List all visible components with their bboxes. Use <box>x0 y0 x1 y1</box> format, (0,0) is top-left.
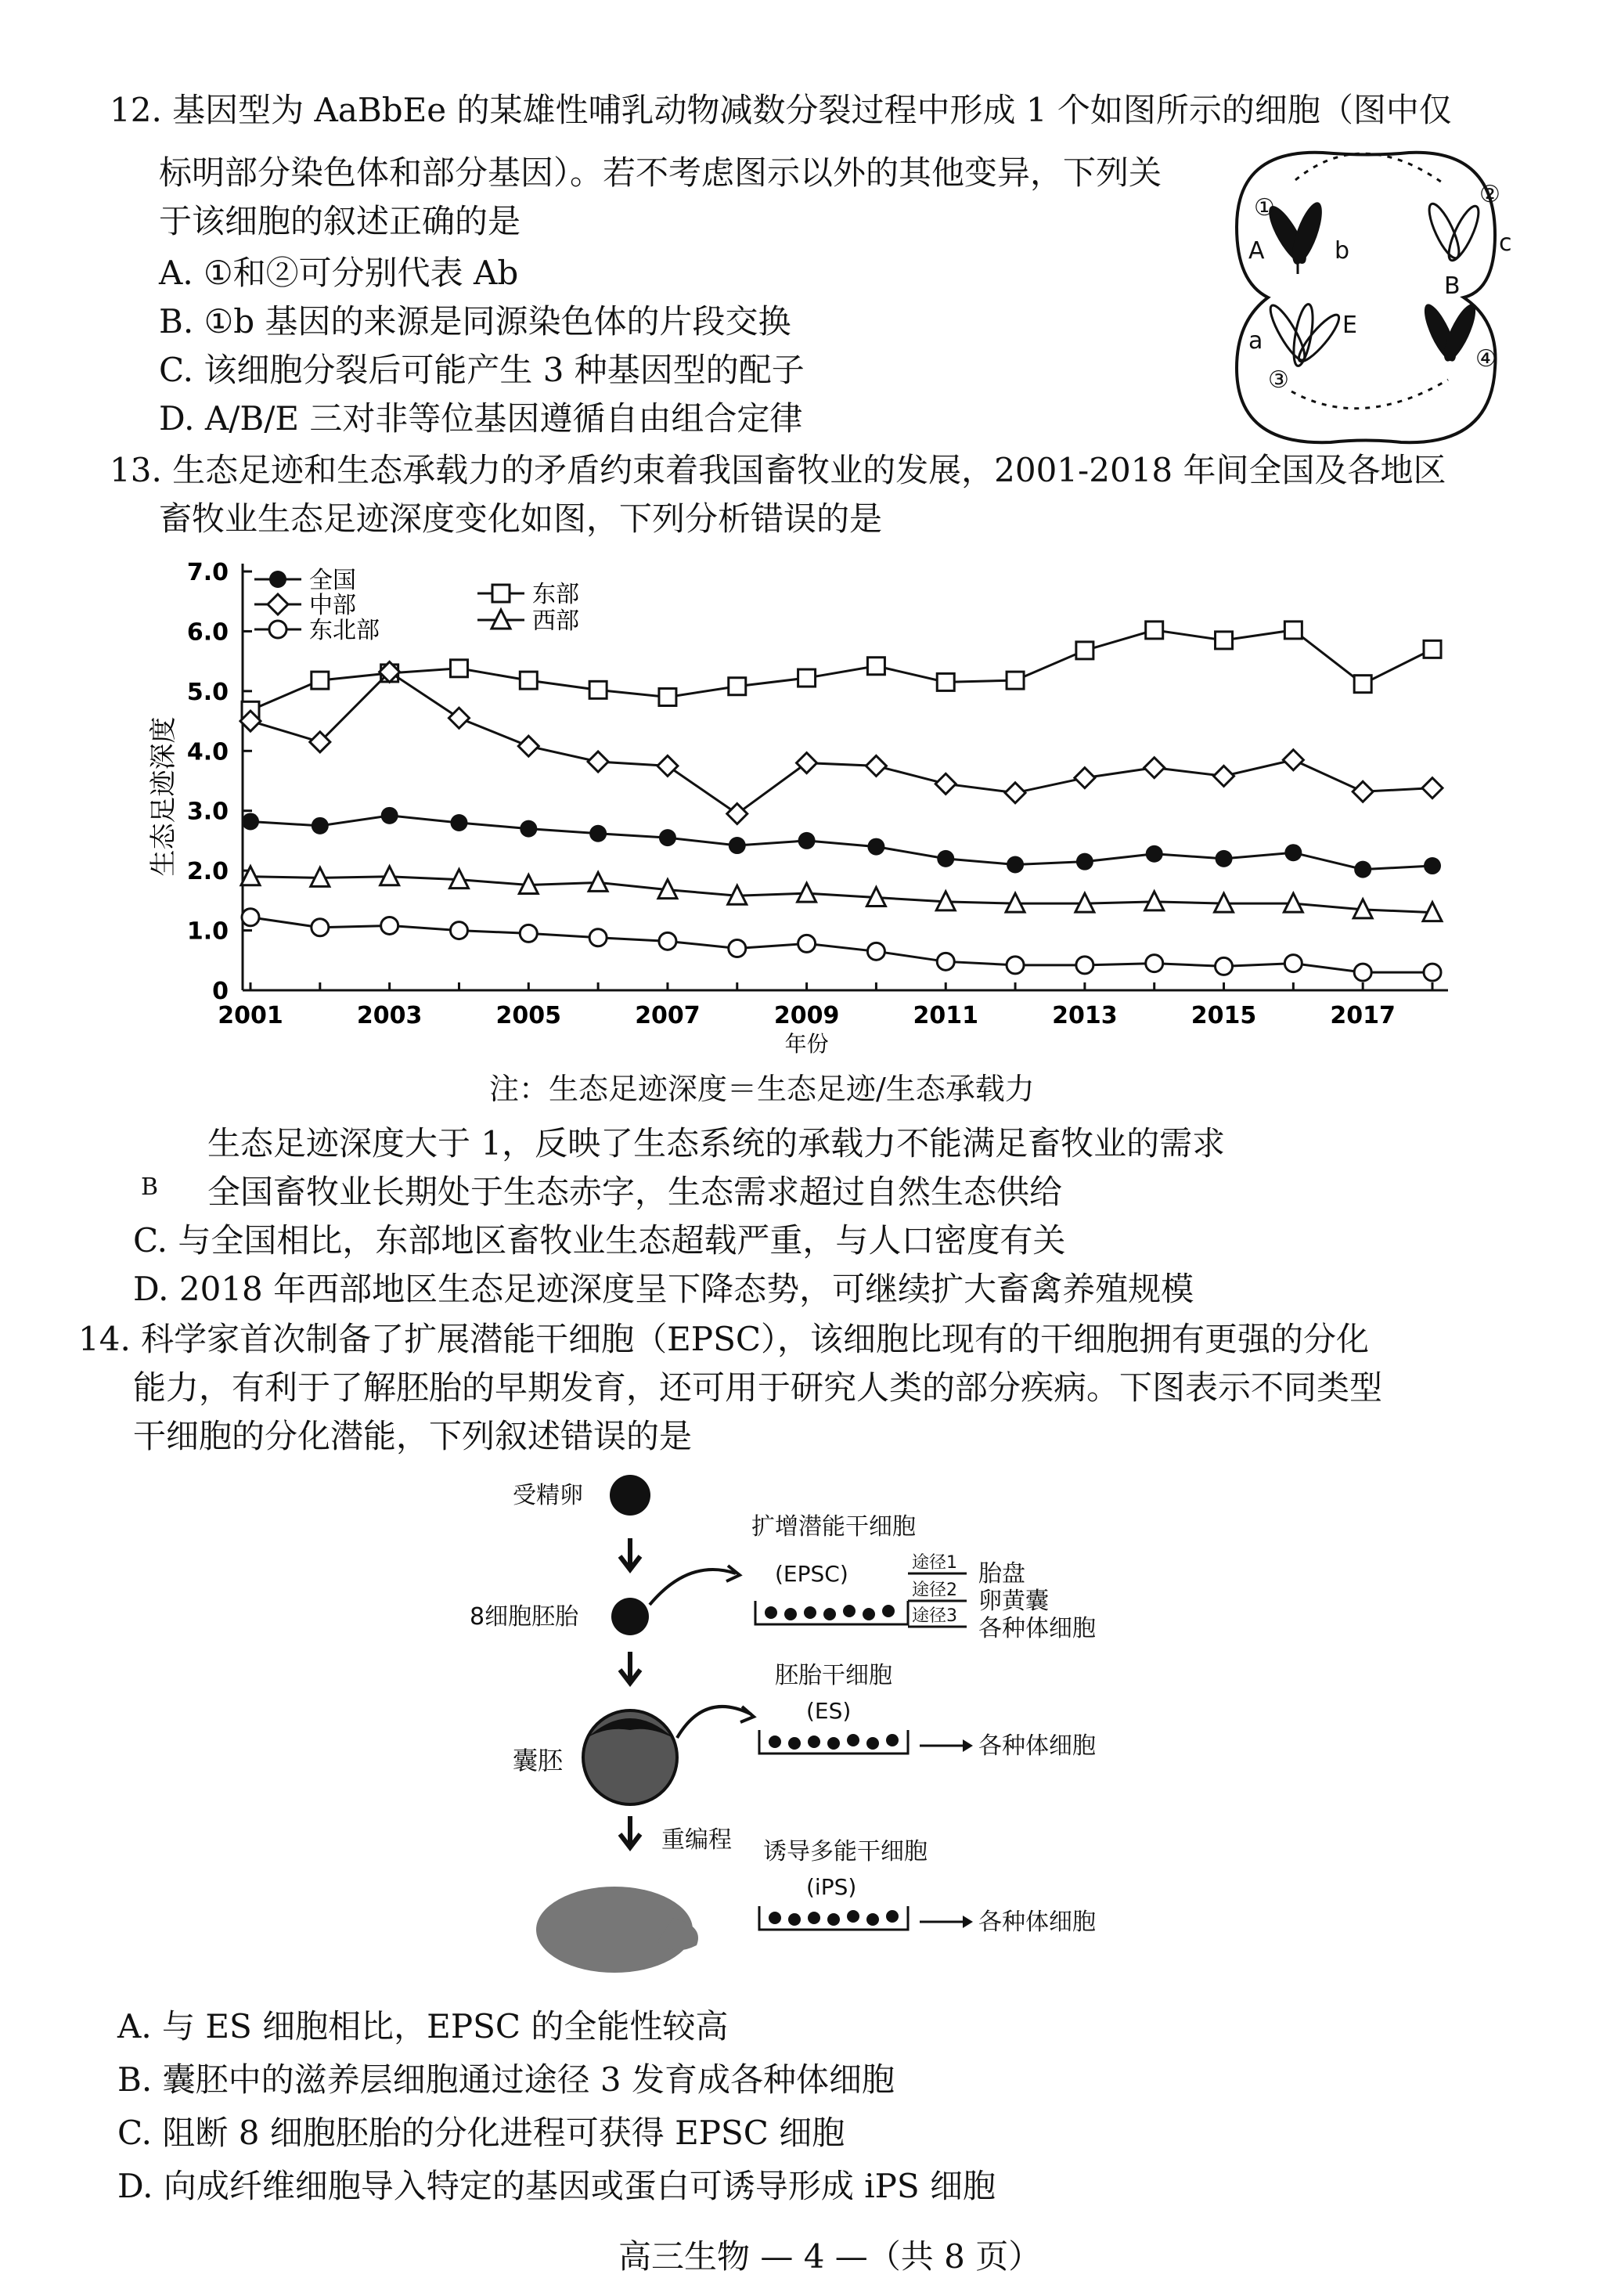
data-point <box>1216 957 1233 975</box>
data-point <box>727 804 747 824</box>
arrow-down-icon <box>620 1538 640 1570</box>
x-tick-label: 2005 <box>495 1002 562 1029</box>
legend-marker <box>268 594 288 615</box>
chart-legend <box>254 567 579 644</box>
data-point <box>312 919 329 936</box>
data-point <box>1146 845 1163 863</box>
x-tick-label: 2013 <box>1052 1002 1118 1029</box>
route-2-label: 途径2 <box>912 1581 957 1600</box>
footprint-depth-chart <box>141 548 1472 1065</box>
data-point <box>798 669 816 687</box>
q12-option-d: D. A/B/E 三对非等位基因遵循自由组合定律 <box>159 399 803 438</box>
arrow-to-es <box>677 1707 751 1738</box>
x-tick-label: 2015 <box>1191 1002 1257 1029</box>
data-point <box>1075 768 1095 788</box>
legend-marker <box>269 621 286 638</box>
data-point <box>937 850 954 867</box>
data-point <box>312 817 329 834</box>
series-line <box>250 816 1432 870</box>
somatic-cells-label-3: 各种体细胞 <box>978 1909 1096 1936</box>
legend-label: 全国 <box>309 567 356 594</box>
data-point <box>937 673 954 690</box>
data-point <box>797 753 817 773</box>
chromosome-2 <box>1424 200 1484 264</box>
y-axis-label: 生态足迹深度 <box>148 716 179 877</box>
data-point <box>937 953 954 970</box>
data-point <box>1007 957 1024 974</box>
q14-option-d: D. 向成纤维细胞导入特定的基因或蛋白可诱导形成 iPS 细胞 <box>117 2167 996 2205</box>
data-point <box>1354 964 1371 981</box>
x-tick-label: 2009 <box>773 1002 840 1029</box>
data-point <box>1424 964 1441 981</box>
y-tick-label: 4.0 <box>186 738 229 766</box>
label-c2: ② <box>1479 181 1500 208</box>
zygote-icon <box>610 1475 650 1516</box>
chromosome-4 <box>1418 301 1482 366</box>
data-point <box>381 807 398 824</box>
q13-option-b-marker: B <box>141 1173 159 1201</box>
legend-label: 西部 <box>532 607 579 635</box>
chromosome-3 <box>1265 301 1344 367</box>
data-point <box>1005 783 1025 803</box>
y-tick-label: 6.0 <box>186 618 229 647</box>
data-point <box>1076 853 1093 870</box>
data-point <box>1283 750 1303 770</box>
data-point <box>450 922 467 939</box>
data-point <box>589 825 607 842</box>
stem-cell-diagram <box>438 1456 1221 2051</box>
y-tick-label: 2.0 <box>186 858 229 886</box>
q12-stem-line-1: 12. 基因型为 AaBbEe 的某雄性哺乳动物减数分裂过程中形成 1 个如图所示的细胞（图中仅 <box>110 91 1452 129</box>
x-axis-label: 年份 <box>784 1031 829 1057</box>
data-point <box>1424 640 1441 658</box>
placenta-label: 胎盘 <box>978 1560 1025 1588</box>
epsc-cells <box>765 1605 895 1620</box>
arrow-down-icon <box>620 1816 640 1847</box>
data-point <box>659 689 676 706</box>
data-point <box>729 940 746 957</box>
route-1-label: 途径1 <box>912 1553 957 1573</box>
data-point <box>1354 861 1371 878</box>
label-b: b <box>1335 237 1350 265</box>
data-point <box>1007 856 1024 874</box>
data-point <box>659 829 676 846</box>
zygote-label: 受精卵 <box>513 1482 583 1509</box>
somatic-cells-label-1: 各种体细胞 <box>978 1615 1096 1642</box>
x-tick-label: 2007 <box>635 1002 701 1029</box>
data-point <box>520 820 537 838</box>
series-line <box>250 672 1432 813</box>
series-line <box>250 877 1432 913</box>
spindle-bottom <box>1291 380 1448 409</box>
series-1 <box>242 622 1441 719</box>
data-point <box>1284 844 1302 861</box>
data-point <box>867 943 884 960</box>
y-tick-label: 0 <box>212 978 229 1005</box>
data-point <box>1284 955 1302 972</box>
y-tick-label: 7.0 <box>186 559 229 586</box>
data-point <box>1353 781 1373 802</box>
data-point <box>450 660 467 677</box>
data-point <box>589 929 607 946</box>
series-line <box>250 917 1432 972</box>
chart-series <box>240 622 1443 981</box>
x-tick-label: 2017 <box>1330 1002 1396 1029</box>
data-point <box>798 832 816 849</box>
data-point <box>1076 642 1093 659</box>
data-point <box>1007 672 1024 689</box>
somatic-cells-label-2: 各种体细胞 <box>978 1732 1096 1760</box>
arrow-down-icon <box>620 1652 640 1683</box>
data-point <box>659 932 676 950</box>
x-tick-label: 2001 <box>218 1002 283 1029</box>
y-tick-label: 1.0 <box>186 917 229 946</box>
q13-stem-line-1: 13. 生态足迹和生态承载力的矛盾约束着我国畜牧业的发展，2001-2018 年间全国及各地区 <box>110 451 1446 489</box>
data-point <box>520 925 537 942</box>
ips-abbr: (iPS) <box>806 1874 857 1900</box>
q14-option-a: A. 与 ES 细胞相比，EPSC 的全能性较高 <box>117 2007 729 2045</box>
label-c1: ① <box>1254 194 1275 222</box>
q14-stem-line-1: 14. 科学家首次制备了扩展潜能干细胞（EPSC），该细胞比现有的干细胞拥有更强的分化 <box>78 1320 1369 1358</box>
data-point <box>242 813 259 830</box>
label-A: A <box>1248 237 1265 265</box>
epsc-abbr: (EPSC) <box>775 1561 848 1587</box>
data-point <box>1354 676 1371 693</box>
label-a: a <box>1248 327 1263 355</box>
label-c4: ④ <box>1475 345 1497 373</box>
data-point <box>798 935 816 952</box>
legend-label: 中部 <box>309 592 356 619</box>
page-footer: 高三生物 — 4 —（共 8 页） <box>618 2237 1042 2276</box>
series-4 <box>242 909 1441 981</box>
arrow-to-epsc <box>650 1570 736 1605</box>
q14-stem-line-2: 能力，有利于了解胚胎的早期发育，还可用于研究人类的部分疾病。下图表示不同类型 <box>133 1368 1383 1407</box>
y-tick-label: 3.0 <box>186 798 229 826</box>
ips-cells <box>769 1910 899 1926</box>
data-point <box>657 755 678 776</box>
q14-option-c: C. 阻断 8 细胞胚胎的分化进程可获得 EPSC 细胞 <box>117 2114 845 2152</box>
data-point <box>1146 622 1163 639</box>
data-point <box>589 681 607 698</box>
data-point <box>1144 758 1165 778</box>
q13-option-d: D. 2018 年西部地区生态足迹深度呈下降态势，可继续扩大畜禽养殖规模 <box>133 1270 1194 1308</box>
data-point <box>1422 778 1443 798</box>
embryo8-icon <box>611 1598 649 1635</box>
label-E: E <box>1342 312 1357 339</box>
data-point <box>1146 955 1163 972</box>
data-point <box>729 837 746 854</box>
legend-marker <box>492 585 510 602</box>
legend-label: 东部 <box>532 581 579 608</box>
q12-stem-line-3: 于该细胞的叙述正确的是 <box>159 202 521 240</box>
legend-marker <box>269 571 286 588</box>
q13-option-a: 生态足迹深度大于 1，反映了生态系统的承载力不能满足畜牧业的需求 <box>207 1124 1226 1162</box>
es-title: 胚胎干细胞 <box>775 1662 892 1689</box>
y-tick-label: 5.0 <box>186 678 229 706</box>
data-point <box>448 708 469 728</box>
data-point <box>1216 632 1233 649</box>
arrow-head-icon <box>740 1707 754 1722</box>
cell-division-diagram <box>1205 133 1534 462</box>
route-3-label: 途径3 <box>912 1606 957 1626</box>
legend-label: 东北部 <box>309 617 380 644</box>
data-point <box>1284 622 1302 639</box>
spindle-top <box>1295 153 1444 184</box>
data-point <box>1214 766 1234 786</box>
label-B: B <box>1444 272 1461 300</box>
embryo8-label: 8细胞胚胎 <box>470 1603 579 1631</box>
x-tick-label: 2003 <box>356 1002 423 1029</box>
data-point <box>1216 850 1233 867</box>
data-point <box>866 755 886 776</box>
q13-stem-line-2: 畜牧业生态足迹深度变化如图，下列分析错误的是 <box>159 499 883 538</box>
reprogram-label: 重编程 <box>661 1826 732 1854</box>
ips-title: 诱导多能干细胞 <box>763 1838 928 1865</box>
data-point <box>867 838 884 856</box>
data-point <box>935 773 956 794</box>
es-abbr: (ES) <box>806 1698 852 1724</box>
data-point <box>520 672 537 689</box>
data-point <box>1424 857 1441 874</box>
series-0 <box>242 807 1441 878</box>
yolk-sac-label: 卵黄囊 <box>978 1588 1049 1615</box>
data-point <box>867 658 884 675</box>
data-point <box>381 917 398 934</box>
data-point <box>729 678 746 695</box>
data-point <box>1076 957 1093 974</box>
data-point <box>242 909 259 926</box>
q14-option-b: B. 囊胚中的滋养层细胞通过途径 3 发育成各种体细胞 <box>117 2060 895 2099</box>
x-tick-label: 2011 <box>913 1002 978 1029</box>
q14-stem-line-3: 干细胞的分化潜能，下列叙述错误的是 <box>133 1417 693 1455</box>
blastocyst-label: 囊胚 <box>513 1746 564 1775</box>
data-point <box>518 736 539 756</box>
q12-option-c: C. 该细胞分裂后可能产生 3 种基因型的配子 <box>159 351 805 389</box>
epsc-title: 扩增潜能干细胞 <box>751 1513 916 1541</box>
label-c: c <box>1499 229 1512 257</box>
data-point <box>312 672 329 689</box>
q12-option-b: B. ①b 基因的来源是同源染色体的片段交换 <box>159 302 791 341</box>
series-3 <box>241 867 1442 921</box>
q12-stem-line-2: 标明部分染色体和部分基因）。若不考虑图示以外的其他变异，下列关 <box>159 153 1162 192</box>
series-2 <box>240 661 1443 824</box>
q13-option-b: 全国畜牧业长期处于生态赤字，生态需求超过自然生态供给 <box>207 1173 1063 1211</box>
data-point <box>588 752 608 772</box>
q13-option-c: C. 与全国相比，东部地区畜牧业生态超载严重，与人口密度有关 <box>133 1221 1066 1260</box>
q12-option-a: A. ①和②可分别代表 Ab <box>159 254 519 292</box>
chart-note: 注：生态足迹深度＝生态足迹/生态承载力 <box>489 1072 1035 1106</box>
es-cells <box>769 1734 899 1750</box>
data-point <box>450 814 467 831</box>
label-c3: ③ <box>1268 366 1289 394</box>
